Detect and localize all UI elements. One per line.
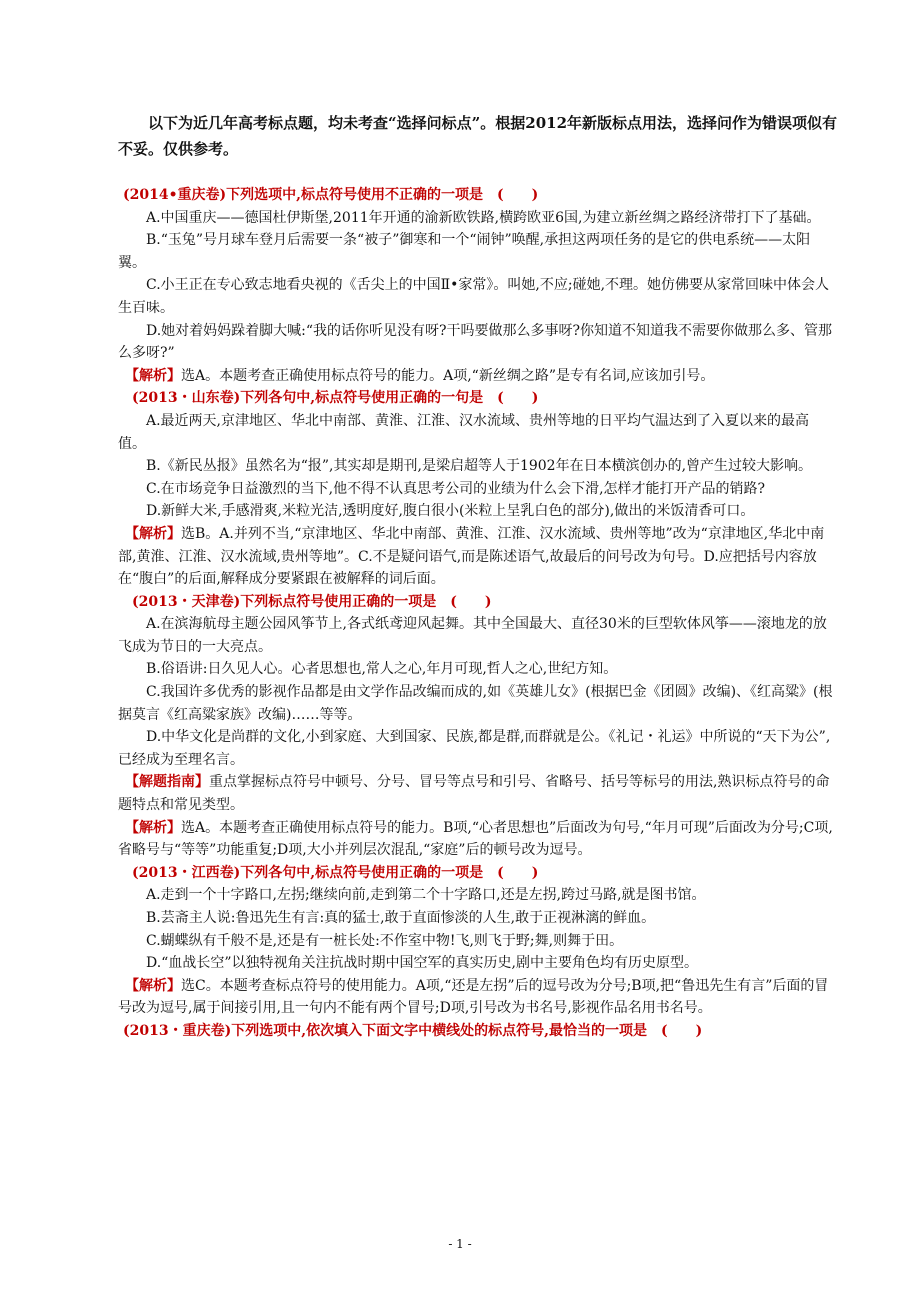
analysis-text: 选A。本题考查正确使用标点符号的能力。A项,“新丝绸之路”是专有名词,应该加引号。 (181, 367, 715, 384)
question-heading: (2013・山东卷)下列各句中,标点符号使用正确的一句是 ( ) (132, 390, 539, 407)
analysis-tag: 【解析】 (125, 525, 181, 542)
analysis-text: 选B。A.并列不当,“京津地区、华北中南部、黄淮、江淮、汉水流域、贵州等地”改为“京津地区,华北中南部,黄淮、江淮、汉水流域,贵州等地”。C.不是疑问语气,而是陈述语气,故最后的问号改为句号。D.应把括号内容放在“腹白”的后面,解释成分要紧跟在被解释的词后面。 (118, 525, 825, 588)
analysis-text: 选C。本题考查标点符号的使用能力。A项,“还是左拐”后的逗号改为分号;B项,把“鲁迅先生有言”后面的冒号改为逗号,属于间接引用,且一句内不能有两个冒号;D项,引号改为书名号,影视作品名用书名号。 (118, 977, 829, 1017)
question-heading: (2013・天津卷)下列标点符号使用正确的一项是 ( ) (132, 593, 492, 610)
option-c: C.在市场竞争日益激烈的当下,他不得不认真思考公司的业绩为什么会下滑,怎样才能打开产品的销路? (146, 480, 766, 497)
option-d: D.中华文化是尚群的文化,小到家庭、大到国家、民族,都是群,而群就是公。《礼记・礼运》中所说的“天下为公”,已经成为至理名言。 (118, 729, 831, 768)
option-a: A.在滨海航母主题公园风筝节上,各式纸鸢迎风起舞。其中全国最大、直径30米的巨型软体风筝——滚地龙的放飞成为节日的一大亮点。 (118, 616, 827, 655)
analysis-tag: 【解析】 (125, 367, 181, 384)
question-block (118, 184, 834, 387)
option-b: B.“玉兔”号月球车登月后需要一条“被子”御寒和一个“闹钟”唤醒,承担这两项任务的是它的供电系统——太阳翼。 (118, 232, 811, 271)
question-heading: (2013・江西卷)下列各句中,标点符号使用正确的一项是 ( ) (132, 864, 539, 881)
option-d: D.她对着妈妈跺着脚大喊:“我的话你听见没有呀?干吗要做那么多事呀?你知道不知道我不需要你做那么多、管那么多呀?” (118, 322, 833, 362)
question-heading: (2013・重庆卷)下列选项中,依次填入下面文字中横线处的标点符号,最恰当的一项是 ( ) (123, 1022, 703, 1039)
analysis-note (118, 975, 834, 1020)
analysis-text: 选A。本题考查正确使用标点符号的能力。B项,“心者思想也”后面改为句号,“年月可现”后面改为分号;C项,省略号与“等等”功能重复;D项,大小并列层次混乱,“家庭”后的顿号改为逗号。 (118, 819, 833, 859)
guide-text: 重点掌握标点符号中顿号、分号、冒号等点号和引号、省略号、括号等标号的用法,熟识标点符号的命题特点和常见类型。 (118, 774, 830, 814)
guide-tag: 【解题指南】 (125, 774, 209, 791)
analysis-note (118, 365, 834, 388)
question-block (118, 1020, 834, 1043)
option-a: A.最近两天,京津地区、华北中南部、黄淮、江淮、汉水流域、贵州等地的日平均气温达到了入夏以来的最高值。 (118, 412, 810, 452)
option-b: B.《新民丛报》虽然名为“报”,其实却是期刊,是梁启超等人于1902年在日本横滨创办的,曾产生过较大影响。 (146, 458, 813, 475)
option-c: C.我国许多优秀的影视作品都是由文学作品改编而成的,如《英雄儿女》(根据巴金《团圆》改编)、《红高粱》(根据莫言《红高粱家族》改编)……等等。 (118, 684, 833, 723)
option-b: B.俗语讲:日久见人心。心者思想也,常人之心,年月可现,哲人之心,世纪方知。 (146, 661, 618, 678)
analysis-tag: 【解析】 (125, 819, 181, 836)
analysis-tag: 【解析】 (125, 977, 181, 994)
page-number: - 1 - (448, 1237, 472, 1251)
guide-note (118, 771, 834, 816)
analysis-note (118, 817, 834, 862)
intro-paragraph: 以下为近几年高考标点题，均未考查“选择问标点”。根据2012年新版标点用法，选择问作为错误项似有不妥。仅供参考。 (118, 114, 838, 158)
option-a: A.走到一个十字路口,左拐;继续向前,走到第二个十字路口,还是左拐,跨过马路,就是图书馆。 (146, 887, 706, 904)
option-d: D.“血战长空”以独特视角关注抗战时期中国空军的真实历史,剧中主要角色均有历史原型。 (146, 955, 698, 972)
option-d: D.新鲜大米,手感滑爽,米粒光洁,透明度好,腹白很小(米粒上呈乳白色的部分),做出的米饭清香可口。 (146, 503, 755, 520)
option-c: C.小王正在专心致志地看央视的《舌尖上的中国Ⅱ•家常》。叫她,不应;碰她,不理。她仿佛要从家常回味中体会人生百味。 (118, 277, 830, 316)
questions-container (118, 184, 834, 1043)
question-block (118, 591, 834, 862)
option-a: A.中国重庆——德国杜伊斯堡,2011年开通的渝新欧铁路,横跨欧亚6国,为建立新丝绸之路经济带打下了基础。 (146, 209, 821, 226)
analysis-note (118, 523, 834, 591)
option-b: B.芸斋主人说:鲁迅先生有言:真的猛士,敢于直面惨淡的人生,敢于正视淋漓的鲜血。 (146, 910, 656, 926)
option-c: C.蝴蝶纵有千般不是,还是有一桩长处:不作室中物!飞,则飞于野;舞,则舞于田。 (146, 932, 624, 949)
question-block (118, 862, 834, 1020)
question-heading: (2014•重庆卷)下列选项中,标点符号使用不正确的一项是 ( ) (123, 187, 539, 203)
question-block (118, 387, 834, 590)
